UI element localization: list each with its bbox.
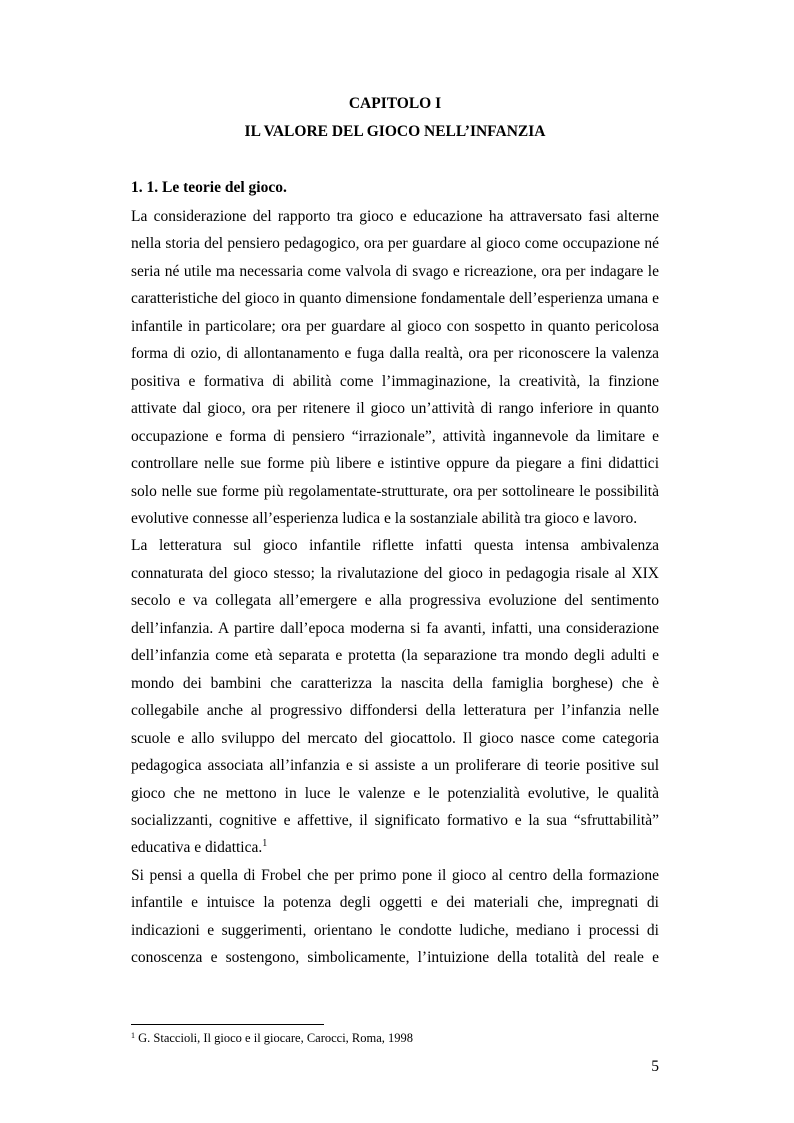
body-text [131, 203, 659, 972]
section-heading: 1. 1. Le teorie del gioco. [131, 179, 287, 196]
paragraph-2-text: La letteratura sul gioco infantile riflette infatti questa intensa ambivalenza connaturata del gioco stesso; la rivalutazione del gioco in pedagogia risale al XIX secolo e va collegata all’emergere e alla progressiva evoluzione del sentimento dell’infanzia. A partire dall’epoca moderna si fa avanti, infatti, una considerazione dell’infanzia come età separata e protetta (la separazione tra mondo degli adulti e mondo dei bambini che caratterizza la nascita della famiglia borghese) che è collegabile anche al progressivo diffondersi della letteratura per l’infanzia nelle scuole e allo sviluppo del mercato del giocattolo. Il gioco nasce come categoria pedagogica associata all’infanzia e si assiste a un proliferare di teorie positive sul gioco che ne mettono in luce le valenze e le potenzialità evolutive, le qualità socializzanti, cognitive e affettive, il significato formativo e la sua “sfruttabilità” educativa e didattica. [131, 537, 659, 857]
paragraph-3 [131, 862, 659, 972]
footnote-marker: 1 [131, 1031, 135, 1040]
footnote-divider [131, 1024, 324, 1025]
paragraph-1-text: La considerazione del rapporto tra gioco e educazione ha attraversato fasi alterne nella storia del pensiero pedagogico, ora per guardare al gioco come occupazione né seria né utile ma necessaria come valvola di svago e ricreazione, ora per indagare le caratteristiche del gioco in quanto dimensione fondamentale dell’esperienza umana e infantile in particolare; ora per guardare al gioco con sospetto in quanto pericolosa forma di ozio, di allontanamento e fuga dalla realtà, ora per riconoscere la valenza positiva e formativa di abilità come l’immaginazione, la creatività, la finzione attivate dal gioco, ora per ritenere il gioco un’attività di rango inferiore in quanto occupazione e forma di pensiero “irrazionale”, attività ingannevole da limitare e controllare nelle sue forme più libere e istintive oppure da piegare a fini didattici solo nelle sue forme più regolamentate-strutturate, ora per sottolineare le possibilità evolutive connesse all’esperienza ludica e la sostanziale abilità tra gioco e lavoro. [131, 208, 659, 527]
footnote-reference[interactable]: 1 [262, 838, 268, 850]
paragraph-3-text: Si pensi a quella di Frobel che per primo pone il gioco al centro della formazione infantile e intuisce la potenza degli oggetti e dei materiali che, impregnati di indicazioni e suggerimenti, orientano le condotte ludiche, mediano i processi di conoscenza e sostengono, simbolicamente, l’intuizione della totalità del reale e [131, 866, 659, 967]
paragraph-2 [131, 532, 659, 861]
chapter-number: CAPITOLO I [348, 95, 442, 112]
footnote [131, 1030, 413, 1046]
chapter-title: IL VALORE DEL GIOCO NELL’INFANZIA [244, 123, 546, 140]
paragraph-1 [131, 203, 659, 532]
page-number: 5 [651, 1058, 659, 1075]
footnote-text: G. Staccioli, Il gioco e il giocare, Carocci, Roma, 1998 [138, 1031, 414, 1045]
